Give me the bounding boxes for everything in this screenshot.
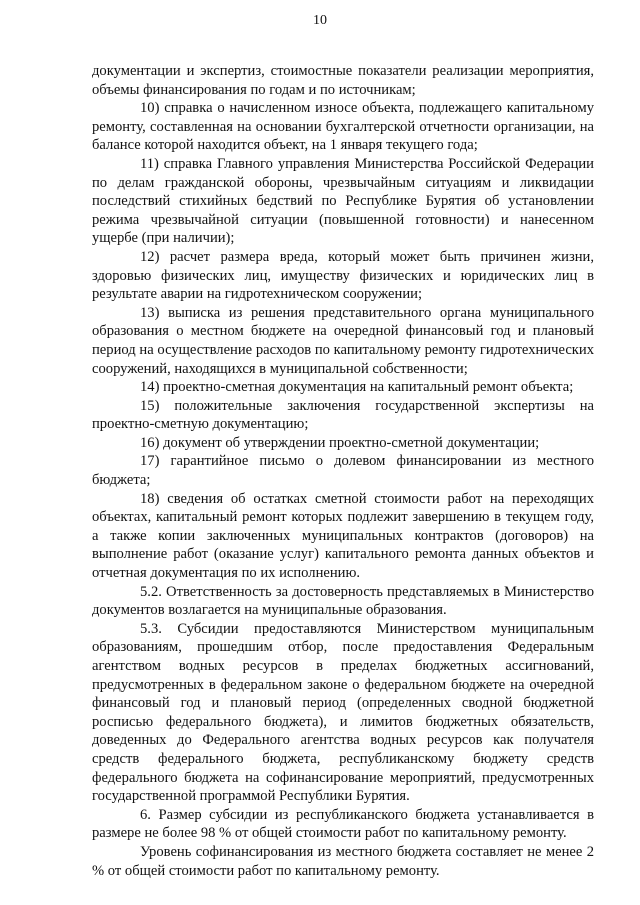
paragraph-section-6: 6. Размер субсидии из республиканского бюджета устанавливается в размере не более 98 % от общей стоимости работ по капитальному ремонту. xyxy=(92,806,594,842)
paragraph-item-12: 12) расчет размера вреда, который может быть причинен жизни, здоровью физических лиц, имуществу физических и юридических лиц в результате аварии на гидротехническом сооружении; xyxy=(92,248,594,303)
paragraph-item-13: 13) выписка из решения представительного органа муниципального образования о местном бюджете на очередной финансовый год и плановый период на осуществление расходов по капитальному ремонту гидротехнических сооружений, находящихся в муниципальной собственности; xyxy=(92,304,594,377)
document-body xyxy=(92,62,594,880)
page-number: 10 xyxy=(313,13,327,28)
paragraph-continuation: документации и экспертиз, стоимостные показатели реализации мероприятия, объемы финансирования по годам и по источникам; xyxy=(92,63,594,98)
paragraph-item-15: 15) положительные заключения государственной экспертизы на проектно-сметную документацию; xyxy=(92,397,594,433)
paragraph-section-5-3: 5.3. Субсидии предоставляются Министерством муниципальным образованиям, прошедшим отбор, после предоставления Федеральным агентством водных ресурсов в пределах бюджетных ассигнований, предусмотренных в федеральном законе о федеральном бюджете на очередной финансовый год и плановый период (определенных сводной бюджетной росписью федерального бюджета), и лимитов бюджетных обязательств, доведенных до Федерального агентства водных ресурсов как получателя средств федерального бюджета, республиканскому бюджету средств федерального бюджета на софинансирование мероприятий, предусмотренных государственной программой Республики Бурятия. xyxy=(92,620,594,805)
paragraph-item-17: 17) гарантийное письмо о долевом финансировании из местного бюджета; xyxy=(92,453,594,489)
paragraph-section-5-2: 5.2. Ответственность за достоверность представляемых в Министерство документов возлагается на муниципальные образования. xyxy=(92,583,594,619)
paragraph-item-16: 16) документ об утверждении проектно-сметной документации; xyxy=(140,434,540,451)
paragraph-cofinancing-level: Уровень софинансирования из местного бюджета составляет не менее 2 % от общей стоимости работ по капитальному ремонту. xyxy=(92,843,594,879)
paragraph-item-18: 18) сведения об остатках сметной стоимости работ на переходящих объектах, капитальный ремонт которых подлежит завершению в текущем году, а также копии заключенных муниципальных контрактов (договоров) на выполнение работ (оказание услуг) капитального ремонта данных объектов и отчетная документация по их исполнению. xyxy=(92,490,594,582)
paragraph-item-11: 11) справка Главного управления Министерства Российской Федерации по делам гражданской обороны, чрезвычайным ситуациям и ликвидации последствий стихийных бедствий по Республике Бурятия об установлении режима чрезвычайной ситуации (повышенной готовности) и нанесенном ущербе (при наличии); xyxy=(92,155,594,247)
paragraph-item-10: 10) справка о начисленном износе объекта, подлежащего капитальному ремонту, составленная на основании бухгалтерской отчетности организации, на балансе которой находится объект, на 1 января текущего года; xyxy=(92,100,594,154)
paragraph-item-14: 14) проектно-сметная документация на капитальный ремонт объекта; xyxy=(140,379,574,396)
